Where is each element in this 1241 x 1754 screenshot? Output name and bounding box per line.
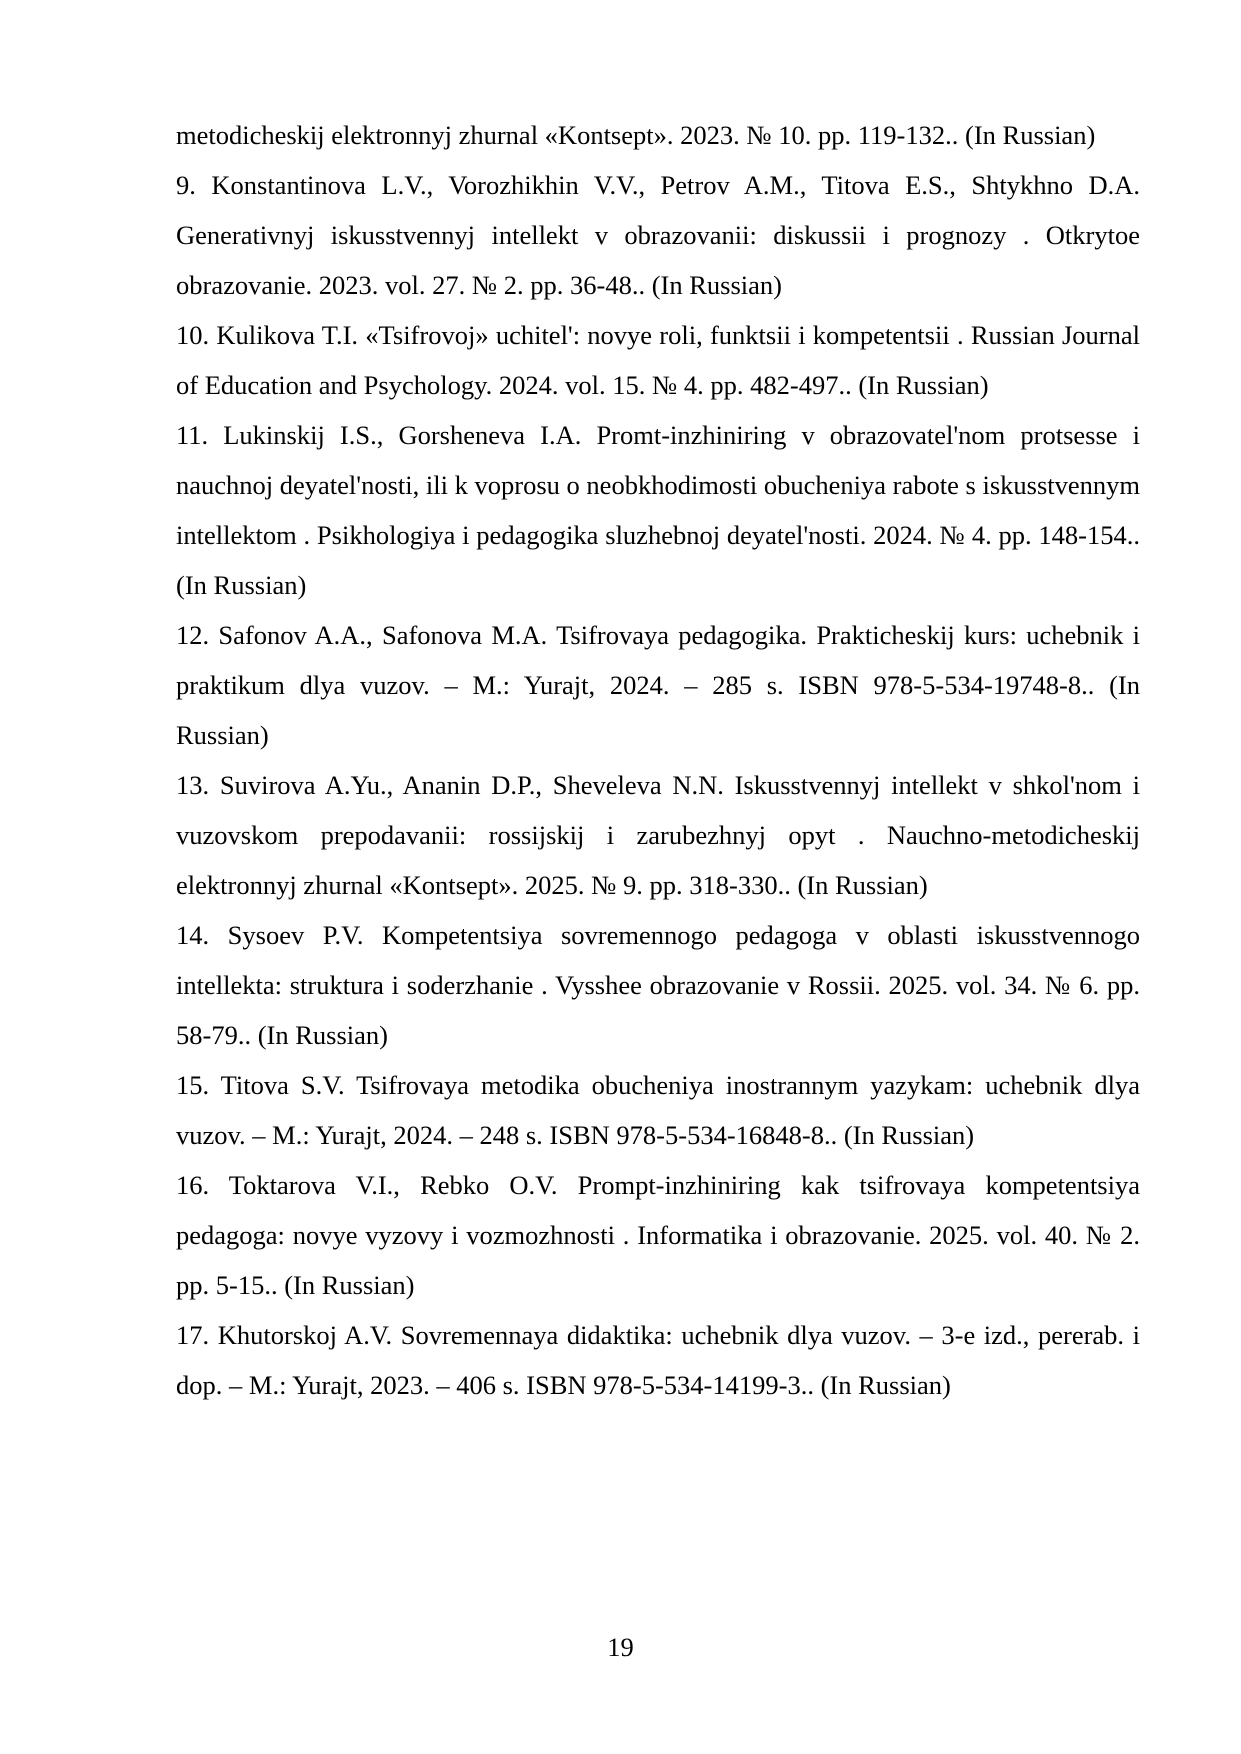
reference-item: 15. Titova S.V. Tsifrovaya metodika obucheniya inostrannym yazykam: uchebnik dlya vuzov. – M.: Yurajt, 2024. – 248 s. ISBN 978-5-534-16848-8.. (In Russian): [176, 1070, 1140, 1150]
reference-list: [176, 110, 1140, 1410]
page-number: 19: [607, 1632, 634, 1662]
reference-item: 10. Kulikova T.I. «Tsifrovoj» uchitel': novye roli, funktsii i kompetentsii . Russian Journal of Education and Psychology. 2024. vol. 15. № 4. pp. 482-497.. (In Russian): [176, 320, 1140, 400]
reference-item: 12. Safonov A.A., Safonova M.A. Tsifrovaya pedagogika. Prakticheskij kurs: uchebnik i praktikum dlya vuzov. – M.: Yurajt, 2024. – 285 s. ISBN 978-5-534-19748-8.. (In Russian): [176, 620, 1140, 750]
reference-item: 13. Suvirova A.Yu., Ananin D.P., Sheveleva N.N. Iskusstvennyj intellekt v shkol'nom i vuzovskom prepodavanii: rossijskij i zarubezhnyj opyt . Nauchno-metodicheskij elektronnyj zhurnal «Kontsept». 2025. № 9. pp. 318-330.. (In Russian): [176, 770, 1140, 900]
reference-item: metodicheskij elektronnyj zhurnal «Kontsept». 2023. № 10. pp. 119-132.. (In Russian): [176, 120, 1096, 150]
reference-item: 16. Toktarova V.I., Rebko O.V. Prompt-inzhiniring kak tsifrovaya kompetentsiya pedagoga: novye vyzovy i vozmozhnosti . Informatika i obrazovanie. 2025. vol. 40. № 2. pp. 5-15.. (In Russian): [176, 1170, 1140, 1300]
reference-item: 11. Lukinskij I.S., Gorsheneva I.A. Promt-inzhiniring v obrazovatel'nom protsesse i nauchnoj deyatel'nosti, ili k voprosu o neobkhodimosti obucheniya rabote s iskusstvennym intellektom . Psikhologiya i pedagogika sluzhebnoj deyatel'nosti. 2024. № 4. pp. 148-154.. (In Russian): [176, 420, 1140, 600]
reference-item: 17. Khutorskoj A.V. Sovremennaya didaktika: uchebnik dlya vuzov. – 3-e izd., pererab. i dop. – M.: Yurajt, 2023. – 406 s. ISBN 978-5-534-14199-3.. (In Russian): [176, 1320, 1140, 1400]
reference-item: 9. Konstantinova L.V., Vorozhikhin V.V., Petrov A.M., Titova E.S., Shtykhno D.A. Generativnyj iskusstvennyj intellekt v obrazovanii: diskussii i prognozy . Otkrytoe obrazovanie. 2023. vol. 27. № 2. pp. 36-48.. (In Russian): [176, 170, 1140, 300]
reference-item: 14. Sysoev P.V. Kompetentsiya sovremennogo pedagoga v oblasti iskusstvennogo intellekta: struktura i soderzhanie . Vysshee obrazovanie v Rossii. 2025. vol. 34. № 6. pp. 58-79.. (In Russian): [176, 920, 1140, 1050]
